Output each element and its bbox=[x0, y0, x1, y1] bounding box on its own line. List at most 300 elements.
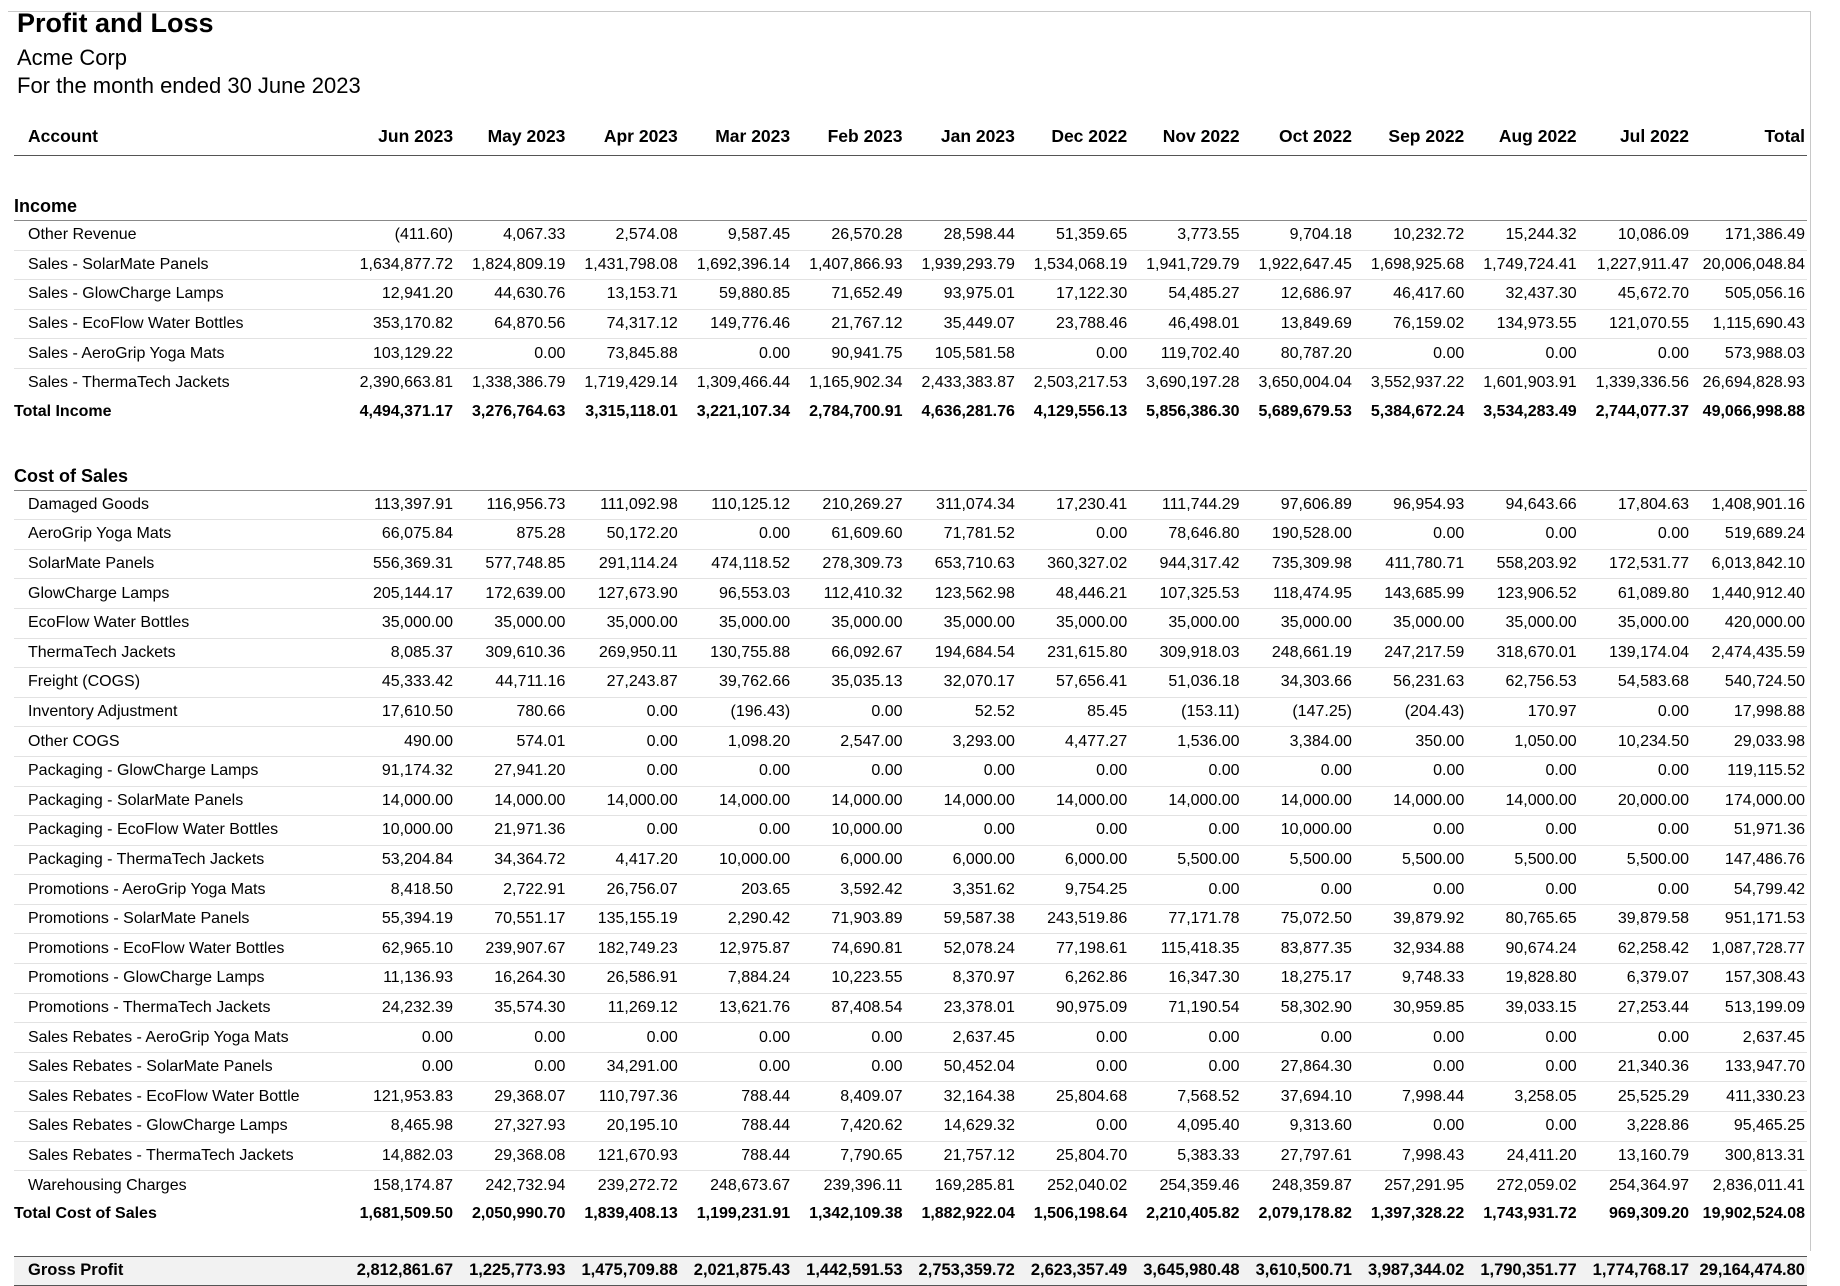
table-row bbox=[14, 1112, 1807, 1142]
amount-cell: 5,856,386.30 bbox=[1146, 402, 1240, 420]
amount-cell: 1,475,709.88 bbox=[567, 1256, 679, 1285]
amount-cell: 35,000.00 bbox=[350, 608, 455, 638]
amount-cell: 3,258.05 bbox=[1466, 1082, 1578, 1112]
amount-cell: 66,075.84 bbox=[350, 520, 455, 550]
amount-cell: 27,864.30 bbox=[1242, 1052, 1354, 1082]
amount-cell: 353,170.82 bbox=[350, 309, 455, 339]
amount-cell: 2,433,383.87 bbox=[921, 374, 1015, 392]
amount-cell: 254,364.97 bbox=[1608, 1176, 1690, 1194]
amount-cell: 0.00 bbox=[1466, 520, 1578, 550]
amount-cell: 8,465.98 bbox=[350, 1112, 455, 1142]
amount-cell: 37,694.10 bbox=[1242, 1082, 1354, 1112]
amount-cell: 4,067.33 bbox=[455, 221, 567, 251]
amount-cell: 4,477.27 bbox=[1017, 727, 1129, 757]
amount-cell: 2,744,077.37 bbox=[1595, 402, 1690, 420]
amount-cell: 134,973.55 bbox=[1466, 309, 1578, 339]
amount-cell: 519,689.24 bbox=[1691, 520, 1807, 550]
amount-cell: 50,452.04 bbox=[905, 1052, 1017, 1082]
account-name: Sales - AeroGrip Yoga Mats bbox=[14, 339, 350, 369]
report-title: Profit and Loss bbox=[17, 8, 214, 38]
spacer-row bbox=[14, 1228, 1807, 1257]
account-name: AeroGrip Yoga Mats bbox=[14, 520, 350, 550]
amount-cell: 35,000.00 bbox=[1354, 608, 1466, 638]
amount-cell: 111,092.98 bbox=[567, 490, 679, 520]
amount-cell: 182,749.23 bbox=[567, 934, 679, 964]
amount-cell: 231,615.80 bbox=[1017, 638, 1129, 668]
amount-cell: 149,776.46 bbox=[680, 309, 792, 339]
amount-cell: 1,342,109.38 bbox=[809, 1204, 903, 1222]
amount-cell: 157,308.43 bbox=[1691, 964, 1807, 994]
amount-cell: 309,610.36 bbox=[455, 638, 567, 668]
amount-cell: 411,780.71 bbox=[1354, 549, 1466, 579]
table-row bbox=[14, 934, 1807, 964]
account-name: Damaged Goods bbox=[14, 490, 350, 520]
amount-cell: 1,790,351.77 bbox=[1466, 1256, 1578, 1285]
account-name: Freight (COGS) bbox=[14, 668, 350, 698]
amount-cell: 23,378.01 bbox=[905, 993, 1017, 1023]
column-header-apr-2023: Apr 2023 bbox=[567, 118, 679, 156]
account-name: Packaging - SolarMate Panels bbox=[14, 786, 350, 816]
amount-cell: 1,115,690.43 bbox=[1691, 309, 1807, 339]
amount-cell: 3,610,500.71 bbox=[1242, 1256, 1354, 1285]
amount-cell: 0.00 bbox=[1242, 1023, 1354, 1053]
column-header-jul-2022: Jul 2022 bbox=[1579, 118, 1691, 156]
amount-cell: 127,673.90 bbox=[567, 579, 679, 609]
amount-cell: 71,903.89 bbox=[792, 904, 904, 934]
amount-cell: 116,956.73 bbox=[455, 490, 567, 520]
amount-cell: 94,643.66 bbox=[1466, 490, 1578, 520]
total-label: Total Income bbox=[14, 402, 112, 420]
amount-cell: 944,317.42 bbox=[1129, 549, 1241, 579]
amount-cell: 14,000.00 bbox=[1354, 786, 1466, 816]
amount-cell: 1,534,068.19 bbox=[1017, 250, 1129, 280]
amount-cell: 11,269.12 bbox=[567, 993, 679, 1023]
amount-cell: 35,000.00 bbox=[1129, 608, 1241, 638]
amount-cell: 1,339,336.56 bbox=[1595, 374, 1690, 392]
account-name: ThermaTech Jackets bbox=[14, 638, 350, 668]
amount-cell: 3,293.00 bbox=[905, 727, 1017, 757]
table-row bbox=[14, 309, 1807, 339]
amount-cell: 11,136.93 bbox=[350, 964, 455, 994]
amount-cell: 242,732.94 bbox=[485, 1176, 566, 1194]
amount-cell: 10,232.72 bbox=[1354, 221, 1466, 251]
amount-cell: 13,849.69 bbox=[1242, 309, 1354, 339]
amount-cell: 318,670.01 bbox=[1466, 638, 1578, 668]
amount-cell: 0.00 bbox=[1354, 1023, 1466, 1053]
amount-cell: 118,474.95 bbox=[1242, 579, 1354, 609]
account-name: Sales - GlowCharge Lamps bbox=[14, 280, 350, 310]
amount-cell: 558,203.92 bbox=[1466, 549, 1578, 579]
amount-cell: 29,368.08 bbox=[455, 1141, 567, 1171]
account-name: Packaging - EcoFlow Water Bottles bbox=[14, 816, 350, 846]
amount-cell: 735,309.98 bbox=[1242, 549, 1354, 579]
amount-cell: 21,971.36 bbox=[455, 816, 567, 846]
table-row bbox=[14, 549, 1807, 579]
table-row bbox=[14, 490, 1807, 520]
amount-cell: 350.00 bbox=[1354, 727, 1466, 757]
column-header-oct-2022: Oct 2022 bbox=[1242, 118, 1354, 156]
amount-cell: 17,804.63 bbox=[1579, 490, 1691, 520]
amount-cell: 59,880.85 bbox=[680, 280, 792, 310]
amount-cell: 17,230.41 bbox=[1017, 490, 1129, 520]
amount-cell: 0.00 bbox=[350, 1052, 455, 1082]
amount-cell: 0.00 bbox=[1579, 339, 1691, 369]
account-name: Promotions - SolarMate Panels bbox=[14, 904, 350, 934]
amount-cell: 16,347.30 bbox=[1129, 964, 1241, 994]
column-header-nov-2022: Nov 2022 bbox=[1129, 118, 1241, 156]
amount-cell: 1,882,922.04 bbox=[921, 1204, 1015, 1222]
amount-cell: 53,204.84 bbox=[350, 845, 455, 875]
account-name: Warehousing Charges bbox=[28, 1176, 187, 1194]
amount-cell: 254,359.46 bbox=[1159, 1176, 1240, 1194]
amount-cell: 0.00 bbox=[1354, 875, 1466, 905]
amount-cell: 203.65 bbox=[680, 875, 792, 905]
amount-cell: 8,409.07 bbox=[792, 1082, 904, 1112]
amount-cell: 113,397.91 bbox=[350, 490, 455, 520]
amount-cell: 44,711.16 bbox=[455, 668, 567, 698]
amount-cell: 2,390,663.81 bbox=[359, 374, 454, 392]
amount-cell: 2,637.45 bbox=[905, 1023, 1017, 1053]
column-header-account: Account bbox=[14, 118, 350, 156]
amount-cell: 90,975.09 bbox=[1017, 993, 1129, 1023]
amount-cell: 4,636,281.76 bbox=[921, 402, 1015, 420]
amount-cell: 1,397,328.22 bbox=[1370, 1204, 1465, 1222]
amount-cell: 35,035.13 bbox=[792, 668, 904, 698]
amount-cell: 0.00 bbox=[680, 1052, 792, 1082]
table-row bbox=[14, 697, 1807, 727]
amount-cell: 46,498.01 bbox=[1129, 309, 1241, 339]
amount-cell: 39,762.66 bbox=[680, 668, 792, 698]
amount-cell: 13,160.79 bbox=[1579, 1141, 1691, 1171]
table-row bbox=[14, 638, 1807, 668]
amount-cell: 0.00 bbox=[792, 1023, 904, 1053]
account-name: Promotions - ThermaTech Jackets bbox=[14, 993, 350, 1023]
amount-cell: 951,171.53 bbox=[1691, 904, 1807, 934]
gross-profit-row bbox=[14, 1256, 1807, 1285]
amount-cell: 4,494,371.17 bbox=[359, 402, 454, 420]
amount-cell: 1,225,773.93 bbox=[455, 1256, 567, 1285]
amount-cell: 0.00 bbox=[1466, 1112, 1578, 1142]
amount-cell: 21,767.12 bbox=[792, 309, 904, 339]
amount-cell: 35,000.00 bbox=[905, 608, 1017, 638]
amount-cell: 0.00 bbox=[1466, 756, 1578, 786]
amount-cell: (153.11) bbox=[1129, 697, 1241, 727]
amount-cell: 55,394.19 bbox=[350, 904, 455, 934]
amount-cell: 291,114.24 bbox=[567, 549, 679, 579]
amount-cell: 0.00 bbox=[1466, 339, 1578, 369]
amount-cell: 14,000.00 bbox=[350, 786, 455, 816]
section-heading-label: Income bbox=[14, 189, 1807, 221]
amount-cell: 0.00 bbox=[905, 816, 1017, 846]
table-row bbox=[14, 520, 1807, 550]
amount-cell: 143,685.99 bbox=[1354, 579, 1466, 609]
amount-cell: 1,407,866.93 bbox=[792, 250, 904, 280]
table-row bbox=[14, 339, 1807, 369]
account-name: Sales Rebates - EcoFlow Water Bottle bbox=[14, 1082, 350, 1112]
amount-cell: 1,050.00 bbox=[1466, 727, 1578, 757]
amount-cell: 32,070.17 bbox=[905, 668, 1017, 698]
amount-cell: 83,877.35 bbox=[1242, 934, 1354, 964]
amount-cell: 2,050,990.70 bbox=[472, 1204, 566, 1222]
amount-cell: 0.00 bbox=[1354, 756, 1466, 786]
amount-cell: 62,965.10 bbox=[350, 934, 455, 964]
amount-cell: 6,262.86 bbox=[1017, 964, 1129, 994]
amount-cell: 80,787.20 bbox=[1242, 339, 1354, 369]
column-header-may-2023: May 2023 bbox=[455, 118, 567, 156]
amount-cell: 95,465.25 bbox=[1691, 1112, 1807, 1142]
amount-cell: 0.00 bbox=[792, 756, 904, 786]
amount-cell: 1,536.00 bbox=[1129, 727, 1241, 757]
amount-cell: 1,442,591.53 bbox=[792, 1256, 904, 1285]
amount-cell: 75,072.50 bbox=[1242, 904, 1354, 934]
amount-cell: 21,757.12 bbox=[905, 1141, 1017, 1171]
amount-cell: 0.00 bbox=[1354, 520, 1466, 550]
amount-cell: 35,000.00 bbox=[792, 608, 904, 638]
amount-cell: 788.44 bbox=[680, 1112, 792, 1142]
amount-cell: 1,681,509.50 bbox=[359, 1204, 454, 1222]
amount-cell: 20,006,048.84 bbox=[1691, 250, 1807, 280]
amount-cell: 194,684.54 bbox=[905, 638, 1017, 668]
amount-cell: 0.00 bbox=[567, 816, 679, 846]
amount-cell: 1,824,809.19 bbox=[455, 250, 567, 280]
amount-cell: 14,000.00 bbox=[567, 786, 679, 816]
amount-cell: 62,258.42 bbox=[1579, 934, 1691, 964]
table-row bbox=[14, 1082, 1807, 1112]
profit-loss-table bbox=[14, 118, 1807, 1286]
amount-cell: 39,879.92 bbox=[1354, 904, 1466, 934]
amount-cell: 57,656.41 bbox=[1017, 668, 1129, 698]
amount-cell: 4,417.20 bbox=[567, 845, 679, 875]
amount-cell: 77,171.78 bbox=[1129, 904, 1241, 934]
amount-cell: 0.00 bbox=[567, 727, 679, 757]
table-row bbox=[14, 727, 1807, 757]
amount-cell: 5,383.33 bbox=[1129, 1141, 1241, 1171]
amount-cell: 119,702.40 bbox=[1129, 339, 1241, 369]
amount-cell: 19,902,524.08 bbox=[1702, 1204, 1805, 1222]
amount-cell: 90,674.24 bbox=[1466, 934, 1578, 964]
amount-cell: 14,000.00 bbox=[1242, 786, 1354, 816]
amount-cell: 93,975.01 bbox=[905, 280, 1017, 310]
amount-cell: 105,581.58 bbox=[905, 339, 1017, 369]
amount-cell: 3,552,937.22 bbox=[1370, 374, 1465, 392]
amount-cell: 6,000.00 bbox=[1017, 845, 1129, 875]
amount-cell: 44,630.76 bbox=[455, 280, 567, 310]
amount-cell: 10,000.00 bbox=[350, 816, 455, 846]
amount-cell: 56,231.63 bbox=[1354, 668, 1466, 698]
account-name: Other COGS bbox=[14, 727, 350, 757]
amount-cell: 74,690.81 bbox=[792, 934, 904, 964]
amount-cell: 8,370.97 bbox=[905, 964, 1017, 994]
amount-cell: 788.44 bbox=[680, 1141, 792, 1171]
amount-cell: 20,000.00 bbox=[1579, 786, 1691, 816]
amount-cell: 59,587.38 bbox=[905, 904, 1017, 934]
amount-cell: 121,070.55 bbox=[1579, 309, 1691, 339]
amount-cell: 6,000.00 bbox=[905, 845, 1017, 875]
amount-cell: 269,950.11 bbox=[567, 638, 679, 668]
amount-cell: 35,574.30 bbox=[455, 993, 567, 1023]
amount-cell: 0.00 bbox=[680, 520, 792, 550]
amount-cell: 0.00 bbox=[1579, 1023, 1691, 1053]
amount-cell: 5,689,679.53 bbox=[1258, 402, 1352, 420]
table-row bbox=[14, 904, 1807, 934]
column-header-dec-2022: Dec 2022 bbox=[1017, 118, 1129, 156]
amount-cell: 10,086.09 bbox=[1579, 221, 1691, 251]
amount-cell: 26,586.91 bbox=[567, 964, 679, 994]
account-name: Sales - SolarMate Panels bbox=[14, 250, 350, 280]
amount-cell: 248,359.87 bbox=[1271, 1176, 1352, 1194]
amount-cell: 1,408,901.16 bbox=[1691, 490, 1807, 520]
amount-cell: 170.97 bbox=[1466, 697, 1578, 727]
amount-cell: 0.00 bbox=[455, 339, 567, 369]
amount-cell: 13,621.76 bbox=[680, 993, 792, 1023]
amount-cell: 5,500.00 bbox=[1354, 845, 1466, 875]
amount-cell: 111,744.29 bbox=[1129, 490, 1241, 520]
amount-cell: 14,000.00 bbox=[792, 786, 904, 816]
amount-cell: 123,906.52 bbox=[1466, 579, 1578, 609]
table-row bbox=[14, 280, 1807, 310]
amount-cell: 9,704.18 bbox=[1242, 221, 1354, 251]
amount-cell: 58,302.90 bbox=[1242, 993, 1354, 1023]
amount-cell: 70,551.17 bbox=[455, 904, 567, 934]
amount-cell: 420,000.00 bbox=[1691, 608, 1807, 638]
amount-cell: 0.00 bbox=[1242, 875, 1354, 905]
amount-cell: 0.00 bbox=[567, 697, 679, 727]
amount-cell: 35,000.00 bbox=[1017, 608, 1129, 638]
amount-cell: 0.00 bbox=[680, 1023, 792, 1053]
amount-cell: 788.44 bbox=[680, 1082, 792, 1112]
amount-cell: 3,276,764.63 bbox=[472, 402, 566, 420]
amount-cell: 61,609.60 bbox=[792, 520, 904, 550]
amount-cell: 27,797.61 bbox=[1242, 1141, 1354, 1171]
amount-cell: 1,698,925.68 bbox=[1354, 250, 1466, 280]
amount-cell: 34,364.72 bbox=[455, 845, 567, 875]
amount-cell: 0.00 bbox=[1466, 1023, 1578, 1053]
account-name: Packaging - GlowCharge Lamps bbox=[14, 756, 350, 786]
amount-cell: 1,087,728.77 bbox=[1691, 934, 1807, 964]
amount-cell: 66,092.67 bbox=[792, 638, 904, 668]
amount-cell: 32,934.88 bbox=[1354, 934, 1466, 964]
amount-cell: 123,562.98 bbox=[905, 579, 1017, 609]
account-name: Promotions - GlowCharge Lamps bbox=[14, 964, 350, 994]
amount-cell: 1,922,647.45 bbox=[1242, 250, 1354, 280]
spacer-row bbox=[14, 426, 1807, 459]
amount-cell: 205,144.17 bbox=[350, 579, 455, 609]
amount-cell: 24,411.20 bbox=[1466, 1141, 1578, 1171]
amount-cell: 10,223.55 bbox=[792, 964, 904, 994]
amount-cell: 1,774,768.17 bbox=[1579, 1256, 1691, 1285]
amount-cell: 4,095.40 bbox=[1129, 1112, 1241, 1142]
table-row bbox=[14, 816, 1807, 846]
amount-cell: 411,330.23 bbox=[1691, 1082, 1807, 1112]
amount-cell: 2,753,359.72 bbox=[905, 1256, 1017, 1285]
amount-cell: 12,686.97 bbox=[1242, 280, 1354, 310]
amount-cell: 26,570.28 bbox=[792, 221, 904, 251]
amount-cell: 34,291.00 bbox=[567, 1052, 679, 1082]
amount-cell: 1,941,729.79 bbox=[1129, 250, 1241, 280]
amount-cell: 2,547.00 bbox=[792, 727, 904, 757]
table-row bbox=[14, 668, 1807, 698]
account-name: Sales - ThermaTech Jackets bbox=[28, 374, 230, 392]
amount-cell: 119,115.52 bbox=[1691, 756, 1807, 786]
amount-cell: 97,606.89 bbox=[1242, 490, 1354, 520]
amount-cell: 48,446.21 bbox=[1017, 579, 1129, 609]
amount-cell: 0.00 bbox=[1017, 1023, 1129, 1053]
amount-cell: 1,634,877.72 bbox=[350, 250, 455, 280]
amount-cell: 8,085.37 bbox=[350, 638, 455, 668]
amount-cell: 7,998.43 bbox=[1354, 1141, 1466, 1171]
amount-cell: 3,773.55 bbox=[1129, 221, 1241, 251]
amount-cell: 45,672.70 bbox=[1579, 280, 1691, 310]
table-row bbox=[14, 845, 1807, 875]
amount-cell: 556,369.31 bbox=[350, 549, 455, 579]
amount-cell: 172,531.77 bbox=[1579, 549, 1691, 579]
amount-cell: 5,384,672.24 bbox=[1370, 402, 1465, 420]
amount-cell: 77,198.61 bbox=[1017, 934, 1129, 964]
amount-cell: 0.00 bbox=[1129, 875, 1241, 905]
amount-cell: 0.00 bbox=[1354, 339, 1466, 369]
amount-cell: 0.00 bbox=[1466, 875, 1578, 905]
amount-cell: 2,836,011.41 bbox=[1712, 1176, 1805, 1194]
amount-cell: 158,174.87 bbox=[372, 1176, 454, 1194]
amount-cell: 121,953.83 bbox=[350, 1082, 455, 1112]
amount-cell: 107,325.53 bbox=[1129, 579, 1241, 609]
column-header-aug-2022: Aug 2022 bbox=[1466, 118, 1578, 156]
amount-cell: 0.00 bbox=[1017, 756, 1129, 786]
amount-cell: 27,253.44 bbox=[1579, 993, 1691, 1023]
amount-cell: 9,748.33 bbox=[1354, 964, 1466, 994]
amount-cell: 10,000.00 bbox=[792, 816, 904, 846]
amount-cell: 1,165,902.34 bbox=[809, 374, 903, 392]
amount-cell: 1,227,911.47 bbox=[1579, 250, 1691, 280]
column-header-feb-2023: Feb 2023 bbox=[792, 118, 904, 156]
amount-cell: 248,661.19 bbox=[1242, 638, 1354, 668]
amount-cell: 54,485.27 bbox=[1129, 280, 1241, 310]
section-heading-label: Cost of Sales bbox=[14, 459, 1807, 491]
amount-cell: 0.00 bbox=[455, 1023, 567, 1053]
amount-cell: 73,845.88 bbox=[567, 339, 679, 369]
amount-cell: 17,998.88 bbox=[1691, 697, 1807, 727]
amount-cell: 71,652.49 bbox=[792, 280, 904, 310]
amount-cell: 171,386.49 bbox=[1691, 221, 1807, 251]
amount-cell: 6,379.07 bbox=[1579, 964, 1691, 994]
amount-cell: 71,781.52 bbox=[905, 520, 1017, 550]
table-row bbox=[14, 221, 1807, 251]
amount-cell: 10,000.00 bbox=[680, 845, 792, 875]
amount-cell: 875.28 bbox=[455, 520, 567, 550]
amount-cell: 16,264.30 bbox=[455, 964, 567, 994]
amount-cell: 0.00 bbox=[1017, 339, 1129, 369]
amount-cell: 54,799.42 bbox=[1691, 875, 1807, 905]
amount-cell: 3,315,118.01 bbox=[585, 402, 678, 420]
amount-cell: 46,417.60 bbox=[1354, 280, 1466, 310]
amount-cell: 573,988.03 bbox=[1691, 339, 1807, 369]
column-header-mar-2023: Mar 2023 bbox=[680, 118, 792, 156]
amount-cell: 0.00 bbox=[1579, 520, 1691, 550]
amount-cell: 12,975.87 bbox=[680, 934, 792, 964]
amount-cell: 19,828.80 bbox=[1466, 964, 1578, 994]
amount-cell: 969,309.20 bbox=[1608, 1204, 1690, 1222]
table-row bbox=[14, 250, 1807, 280]
amount-cell: 505,056.16 bbox=[1691, 280, 1807, 310]
amount-cell: 4,129,556.13 bbox=[1033, 402, 1128, 420]
amount-cell: 25,525.29 bbox=[1579, 1082, 1691, 1112]
amount-cell: 32,164.38 bbox=[905, 1082, 1017, 1112]
account-name: Sales Rebates - AeroGrip Yoga Mats bbox=[14, 1023, 350, 1053]
table-row bbox=[14, 964, 1807, 994]
column-header-total: Total bbox=[1691, 118, 1807, 156]
column-header-sep-2022: Sep 2022 bbox=[1354, 118, 1466, 156]
account-name: Sales Rebates - SolarMate Panels bbox=[14, 1052, 350, 1082]
